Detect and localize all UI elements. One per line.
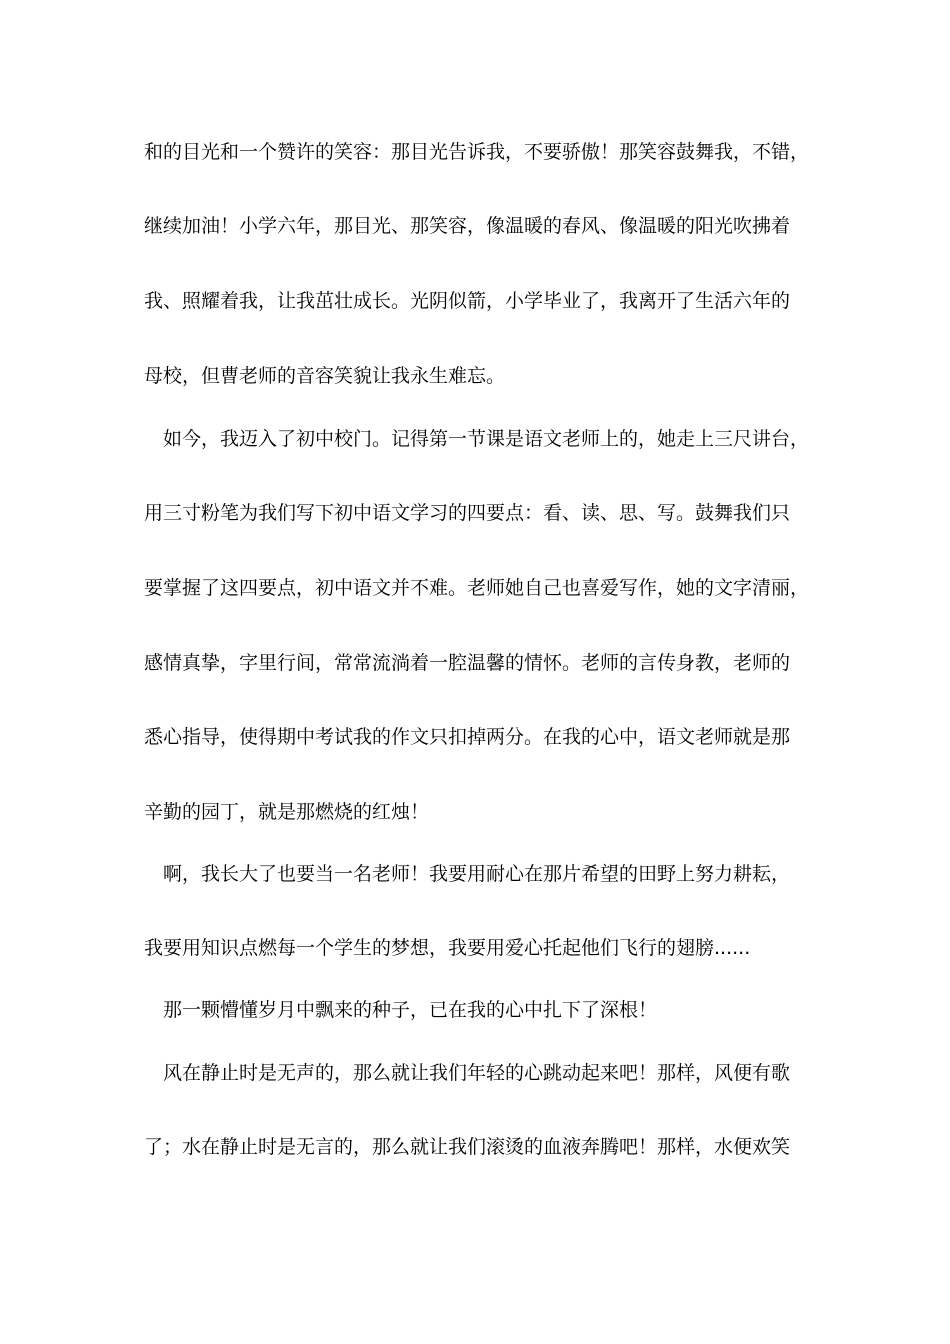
text-line-11: 啊，我长大了也要当一名老师！我要用耐心在那片希望的田野上努力耕耘， <box>144 863 791 885</box>
text-line-13: 那一颗懵懂岁月中飘来的种子，已在我的心中扎下了深根！ <box>144 999 658 1021</box>
text-line-1: 和的目光和一个赞许的笑容：那目光告诉我，不要骄傲！那笑容鼓舞我，不错， <box>144 141 810 163</box>
text-line-14: 风在静止时是无声的，那么就让我们年轻的心跳动起来吧！那样，风便有歌 <box>144 1062 791 1084</box>
text-line-5: 如今，我迈入了初中校门。记得第一节课是语文老师上的，她走上三尺讲台， <box>144 428 810 450</box>
text-line-3: 我、照耀着我，让我茁壮成长。光阴似箭，小学毕业了，我离开了生活六年的 <box>144 290 791 312</box>
text-line-6: 用三寸粉笔为我们写下初中语文学习的四要点：看、读、思、写。鼓舞我们只 <box>144 502 791 524</box>
text-line-8: 感情真挚，字里行间，常常流淌着一腔温馨的情怀。老师的言传身教，老师的 <box>144 652 791 674</box>
text-line-12: 我要用知识点燃每一个学生的梦想，我要用爱心托起他们飞行的翅膀...... <box>144 937 751 959</box>
text-line-10: 辛勤的园丁，就是那燃烧的红烛！ <box>144 801 430 823</box>
text-line-9: 悉心指导，使得期中考试我的作文只扣掉两分。在我的心中，语文老师就是那 <box>144 726 791 748</box>
text-line-4: 母校，但曹老师的音容笑貌让我永生难忘。 <box>144 365 506 387</box>
text-line-15: 了；水在静止时是无言的，那么就让我们滚烫的血液奔腾吧！那样，水便欢笑 <box>144 1136 791 1158</box>
text-line-7: 要掌握了这四要点，初中语文并不难。老师她自己也喜爱写作，她的文字清丽， <box>144 577 810 599</box>
text-line-2: 继续加油！小学六年，那目光、那笑容，像温暖的春风、像温暖的阳光吹拂着 <box>144 215 791 237</box>
